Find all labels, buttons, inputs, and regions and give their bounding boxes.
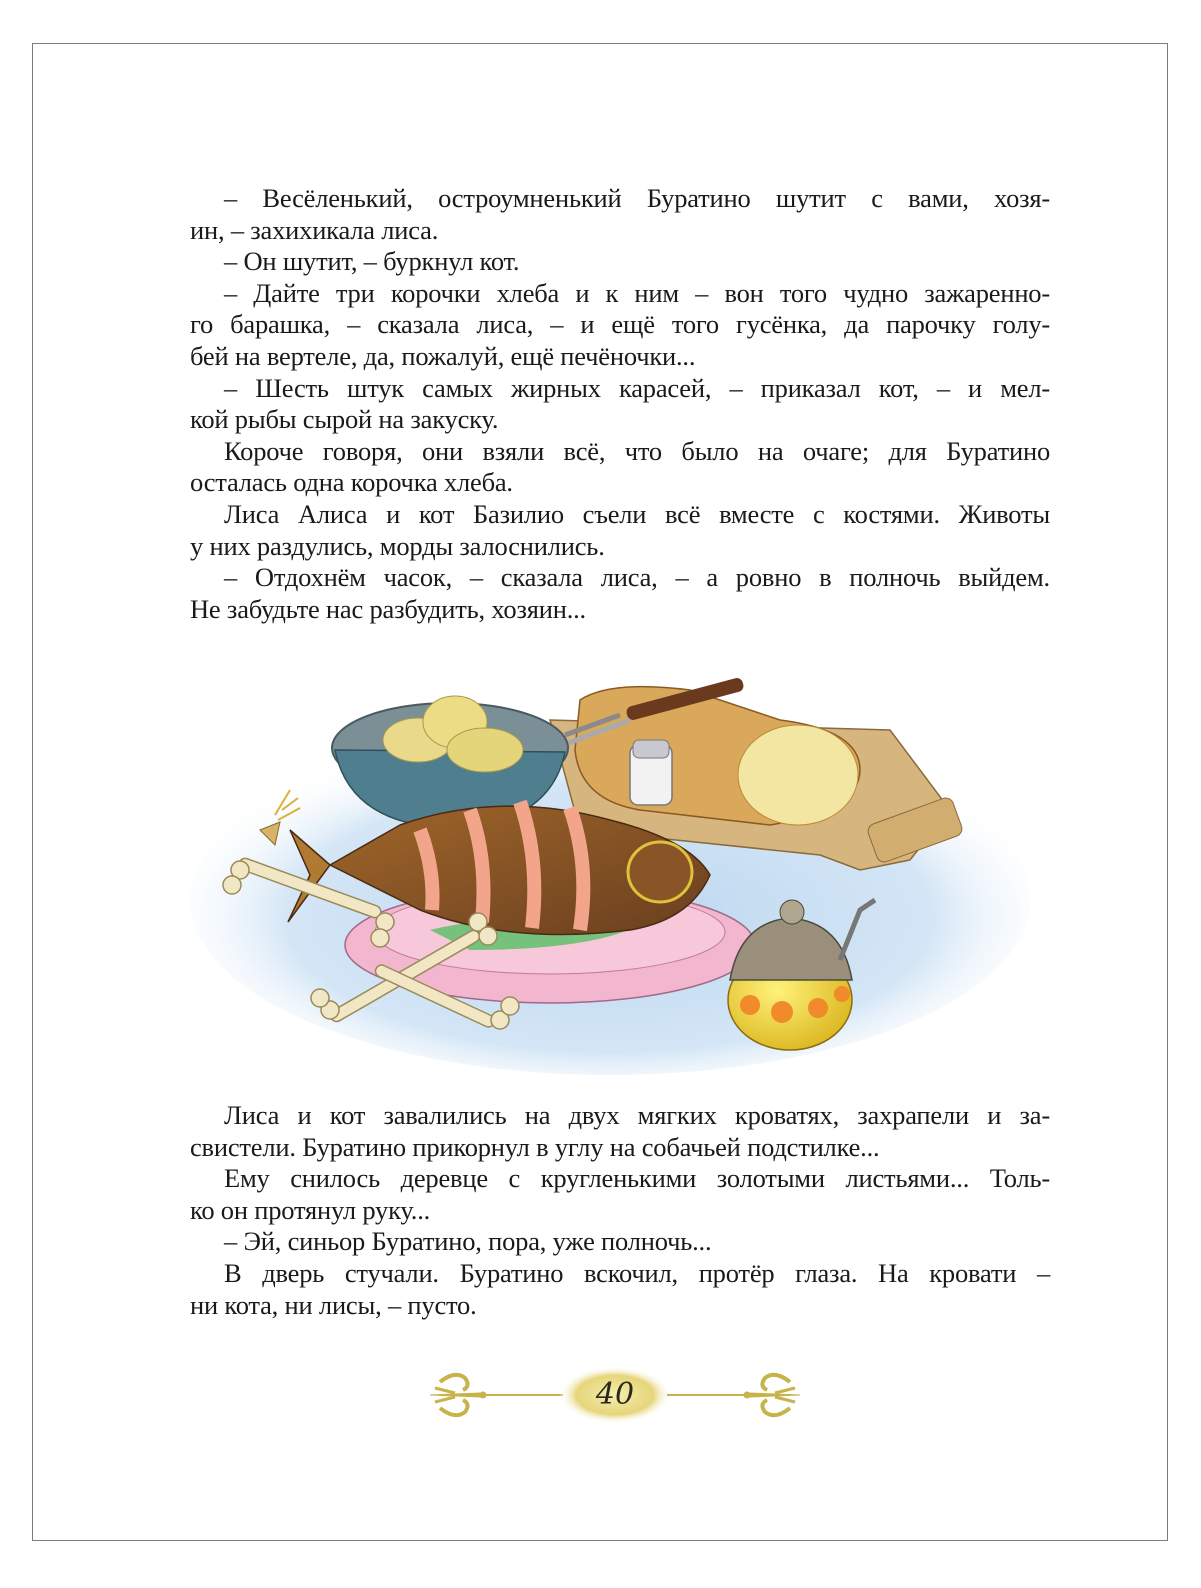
text-line: ин, – захихикала лиса. <box>190 214 439 245</box>
text-line: – Весёленький, остроумненький Буратино шутит с вами, хозя- <box>224 183 1050 213</box>
food-illustration <box>170 660 1030 1080</box>
text-line: – Шесть штук самых жирных карасей, – приказал кот, – и мел- <box>224 372 1050 403</box>
text-line: Короче говоря, они взяли всё, что было на очаге; для Буратино <box>224 435 1050 466</box>
still-life-image <box>170 660 1030 1080</box>
page-number: 40 <box>595 1377 635 1412</box>
text-line: Не забудьте нас разбудить, хозяин... <box>190 593 586 624</box>
text-line: бей на вертеле, да, пожалуй, ещё печёночки... <box>190 340 696 371</box>
text-line: Лиса Алиса и кот Базилио съели всё вместе с костями. Животы <box>224 498 1050 529</box>
text-line: – Отдохнём часок, – сказала лиса, – а ровно в полночь выйдем. <box>224 562 1050 593</box>
text-line: ко он протянул руку... <box>190 1194 431 1225</box>
text-line: осталась одна корочка хлеба. <box>190 467 513 498</box>
text-block-top <box>190 183 1050 625</box>
text-line: – Эй, синьор Буратино, пора, уже полночь... <box>224 1226 712 1257</box>
text-line: кой рыбы сырой на закуску. <box>190 404 499 435</box>
text-line: го барашка, – сказала лиса, – и ещё того гусёнка, да парочку голу- <box>190 309 1050 340</box>
text-block-bottom <box>190 1100 1050 1321</box>
text-line: свистели. Буратино прикорнул в углу на собачьей подстилке... <box>190 1131 880 1162</box>
right-flourish-icon <box>744 1375 800 1415</box>
text-line: ни кота, ни лисы, – пусто. <box>190 1289 477 1320</box>
text-line: у них раздулись, морды залоснились. <box>190 530 605 561</box>
text-line: – Дайте три корочки хлеба и к ним – вон того чудно зажаренно- <box>224 277 1050 308</box>
text-line: В дверь стучали. Буратино вскочил, протёр глаза. На кровати – <box>224 1257 1050 1288</box>
text-line: Ему снилось деревце с кругленькими золотыми листьями... Толь- <box>224 1163 1050 1194</box>
text-line: – Он шутит, – буркнул кот. <box>224 246 520 277</box>
text-line: Лиса и кот завалились на двух мягких кроватях, захрапели и за- <box>224 1100 1050 1130</box>
page-footer <box>425 1360 805 1430</box>
left-flourish-icon <box>430 1375 486 1415</box>
